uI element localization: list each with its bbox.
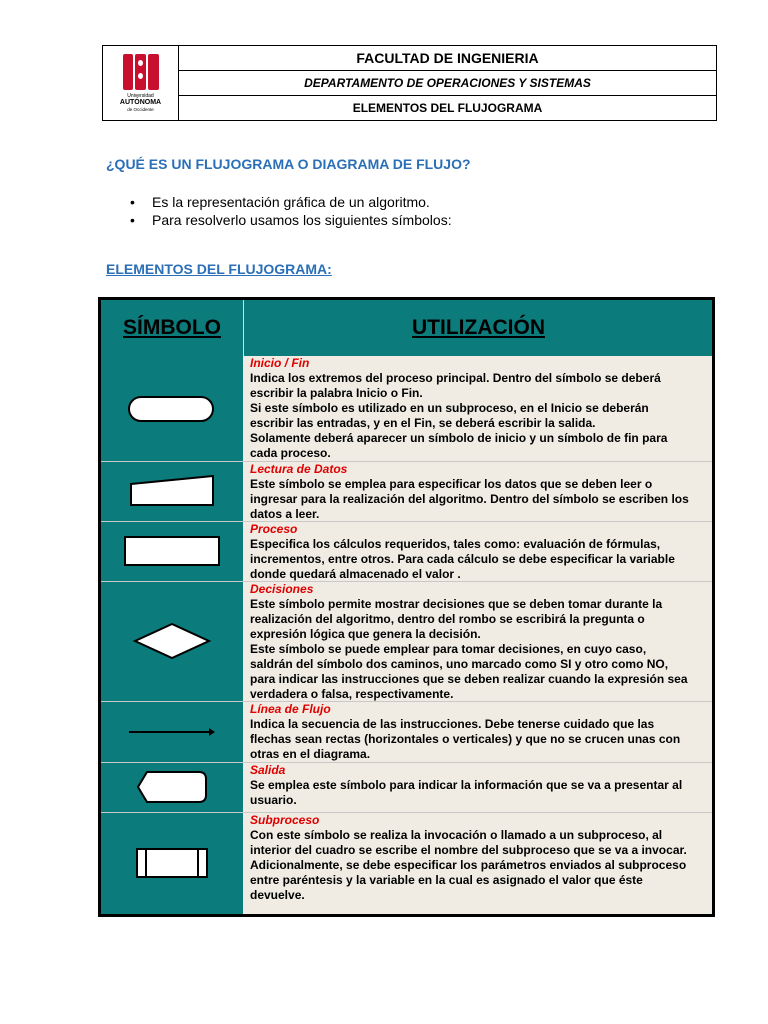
decision-diamond-icon [101, 581, 243, 701]
department-title: DEPARTAMENTO DE OPERACIONES Y SISTEMAS [179, 70, 716, 95]
table-row [250, 356, 710, 461]
process-rectangle-icon [101, 521, 243, 581]
document-header [102, 45, 717, 121]
symbol-description: Se emplea este símbolo para indicar la información que se va a presentar al usuario. [250, 778, 683, 807]
table-header [101, 300, 712, 356]
logo-mark-icon [123, 54, 159, 90]
document-subject: ELEMENTOS DEL FLUJOGRAMA [179, 95, 716, 120]
symbol-description: Especifica los cálculos requeridos, tales como: evaluación de fórmulas, incrementos, entre otros. Para cada cálculo se debe especificar la variable donde quedará almacenado el valor . [250, 537, 675, 581]
terminal-oval-icon [101, 356, 243, 461]
symbol-title: Proceso [250, 522, 298, 536]
usage-column-header: UTILIZACIÓN [243, 300, 713, 356]
bullet-item: • Para resolverlo usamos los siguientes símbolos: [130, 211, 452, 229]
symbol-title: Subproceso [250, 813, 320, 827]
question-heading: ¿QUÉ ES UN FLUJOGRAMA O DIAGRAMA DE FLUJO? [106, 156, 471, 172]
symbol-description: Este símbolo se emplea para especificar los datos que se deben leer o ingresar para la realización del algoritmo. Dentro del símbolo se escriben los datos a leer. [250, 477, 689, 521]
subprocess-icon [101, 812, 243, 914]
symbol-description: Con este símbolo se realiza la invocación o llamado a un subproceso, al interior del cuadro se escribe el nombre del subproceso que se va a invocar. Adicionalmente, se debe especificar los parámetros enviados al subproceso entre paréntesis y la variable en la cual es asignado el valor que éste devuelve. [250, 828, 687, 902]
table-row [250, 462, 710, 522]
symbol-column-header: SÍMBOLO [123, 316, 221, 339]
table-row [250, 763, 710, 808]
flow-arrow-icon [101, 701, 243, 762]
table-row [250, 702, 710, 762]
logo-text-2: AUTÓNOMA [119, 99, 162, 106]
symbol-description: Indica la secuencia de las instrucciones. Debe tenerse cuidado que las flechas sean rectas (horizontales o verticales) y que no se crucen unas con otras en el diagrama. [250, 717, 681, 761]
logo-text-1: Universidad [127, 93, 154, 99]
table-row [250, 522, 710, 582]
display-output-icon [101, 762, 243, 812]
symbol-title: Línea de Flujo [250, 702, 331, 716]
university-logo [103, 46, 179, 120]
symbol-description: Indica los extremos del proceso principal. Dentro del símbolo se deberá escribir la palabra Inicio o Fin. Si este símbolo es utilizado en un subproceso, en el Inicio se deberán escribir las entradas, y en el Fin, se deberá escribir la salida. Solamente deberá aparecer un símbolo de inicio y un símbolo de fin para cada proceso. [250, 371, 668, 460]
manual-input-icon [101, 461, 243, 521]
symbol-title: Inicio / Fin [250, 356, 310, 370]
bullet-item: • Es la representación gráfica de un algoritmo. [130, 193, 452, 211]
flowchart-elements-table [98, 297, 715, 917]
symbol-description: Este símbolo permite mostrar decisiones que se deben tomar durante la realización del algoritmo, dentro del rombo se escribirá la pregunta o expresión lógica que genera la decisión. Este símbolo se puede emplear para tomar decisiones, en cuyo caso, saldrán del símbolo dos caminos, uno marcado como SI y otro como NO, para indicar las instrucciones que se deben realizar cuando la expresión sea verdadera o falsa, respectivamente. [250, 597, 688, 701]
symbol-title: Decisiones [250, 582, 314, 596]
table-row [250, 582, 710, 702]
faculty-title: FACULTAD DE INGENIERIA [356, 50, 539, 66]
logo-text-3: de Occidente [127, 107, 154, 112]
symbol-title: Lectura de Datos [250, 462, 348, 476]
section-heading: ELEMENTOS DEL FLUJOGRAMA: [106, 261, 332, 277]
symbol-title: Salida [250, 763, 286, 777]
intro-bullet-list [130, 193, 452, 229]
table-row [250, 813, 710, 903]
